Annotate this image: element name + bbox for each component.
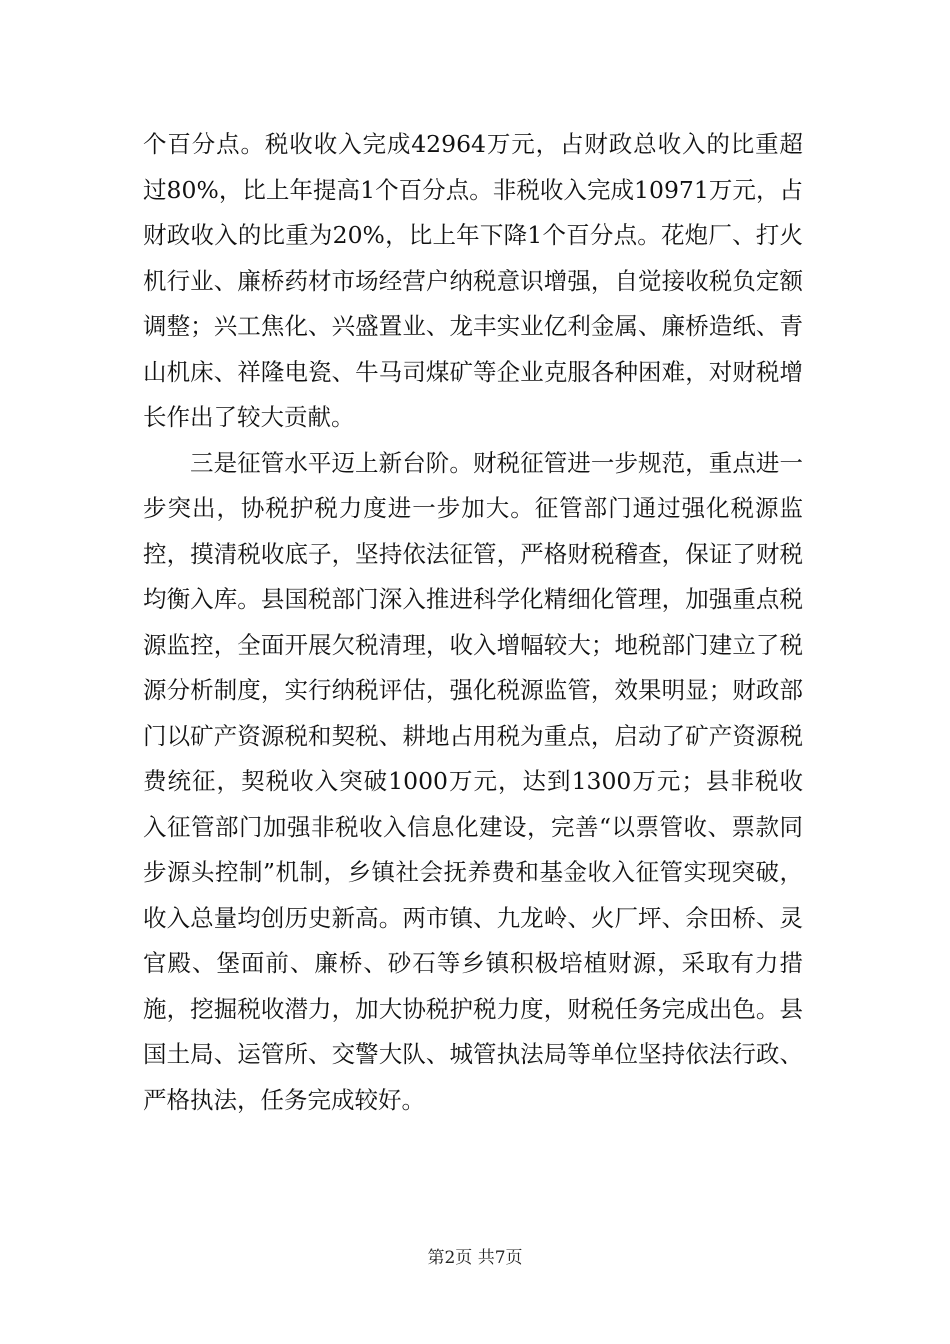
paragraph-collection-management: 三是征管水平迈上新台阶。财税征管进一步规范，重点进一步突出，协税护税力度进一步加大。征管部门通过强化税源监控，摸清税收底子，坚持依法征管，严格财税稽查，保证了财税均衡入库。县国税部门深入推进科学化精细化管理，加强重点税源监控，全面开展欠税清理，收入增幅较大；地税部门建立了税源分析制度，实行纳税评估，强化税源监管，效果明显；财政部门以矿产资源税和契税、耕地占用税为重点，启动了矿产资源税费统征，契税收入突破1000万元，达到1300万元；县非税收入征管部门加强非税收入信息化建设，完善“以票管收、票款同步源头控制”机制，乡镇社会抚养费和基金收入征管实现突破，收入总量均创历史新高。两市镇、九龙岭、火厂坪、佘田桥、灵官殿、堡面前、廉桥、砂石等乡镇积极培植财源，采取有力措施，挖掘税收潜力，加大协税护税力度，财税任务完成出色。县国土局、运管所、交警大队、城管执法局等单位坚持依法行政、严格执法，任务完成较好。: [143, 448, 803, 1114]
page-number-footer: 第2页 共7页: [427, 1248, 523, 1268]
paragraph-continuation: 个百分点。税收收入完成42964万元，占财政总收入的比重超过80%，比上年提高1个百分点。非税收入完成10971万元，占财政收入的比重为20%，比上年下降1个百分点。花炮厂、打火机行业、廉桥药材市场经营户纳税意识增强，自觉接收税负定额调整；兴工焦化、兴盛置业、龙丰实业亿利金属、廉桥造纸、青山机床、祥隆电瓷、牛马司煤矿等企业克服各种困难，对财税增长作出了较大贡献。: [143, 130, 803, 431]
document-body: [143, 122, 803, 1123]
